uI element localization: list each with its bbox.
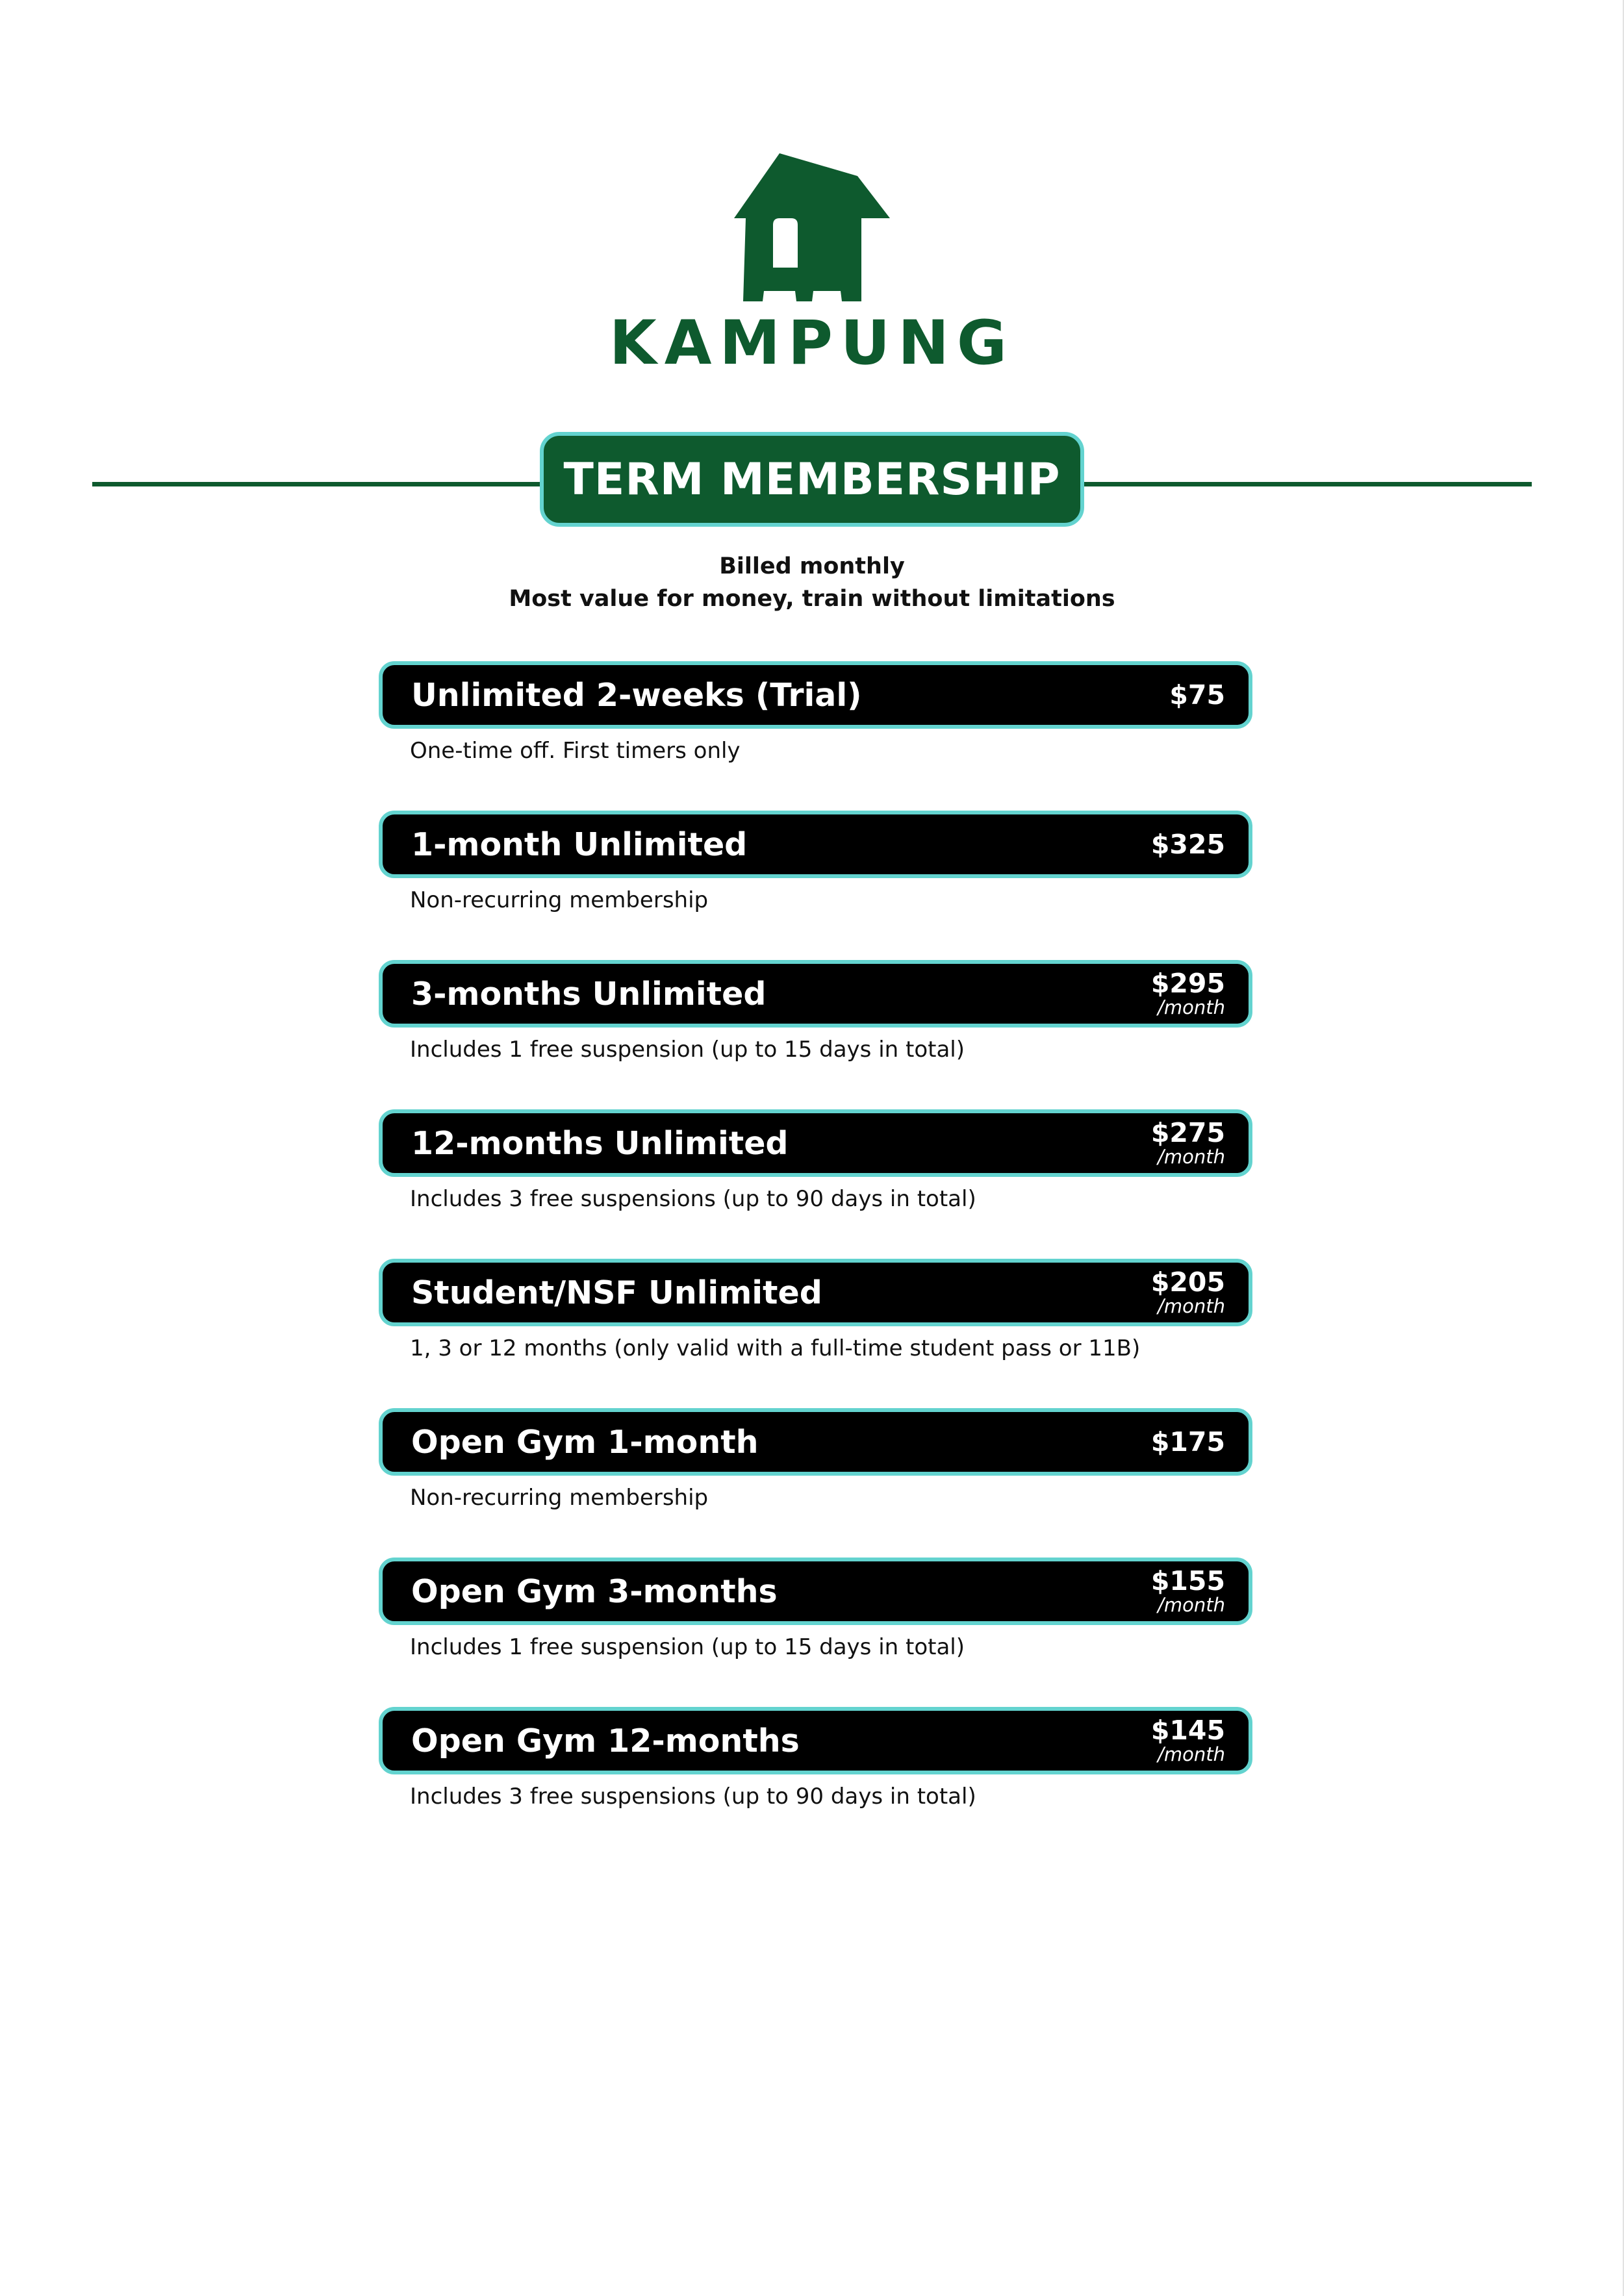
- plan-name: Student/NSF Unlimited: [411, 1274, 822, 1311]
- plan-item: [379, 1109, 1252, 1259]
- plan-item: [379, 1259, 1252, 1408]
- plan-description: Includes 1 free suspension (up to 15 days in total): [410, 1634, 965, 1660]
- plan-name: Open Gym 12-months: [411, 1722, 800, 1760]
- plan-description: 1, 3 or 12 months (only valid with a full-time student pass or 11B): [410, 1335, 1141, 1361]
- plan-price: $325: [1150, 828, 1225, 860]
- plan-item: [379, 811, 1252, 960]
- billing-note: Billed monthly: [719, 553, 905, 579]
- plan-bar: [379, 1558, 1252, 1625]
- price-period: /month: [1158, 1295, 1225, 1317]
- plan-bar: [379, 1707, 1252, 1774]
- plan-description: One-time off. First timers only: [410, 738, 741, 764]
- price-period: /month: [1158, 1594, 1225, 1616]
- plan-bar: [379, 811, 1252, 878]
- plan-name: Unlimited 2-weeks (Trial): [411, 676, 862, 714]
- plan-item: [379, 1408, 1252, 1558]
- price-block: [1151, 1269, 1225, 1316]
- plan-price: $205: [1150, 1267, 1225, 1298]
- plan-description: Includes 1 free suspension (up to 15 days in total): [410, 1037, 965, 1063]
- plan-name: 3-months Unlimited: [411, 975, 767, 1013]
- price-block: [1169, 679, 1225, 711]
- plan-bar: [379, 1259, 1252, 1326]
- price-period: /month: [1158, 1146, 1225, 1168]
- plan-bar: [379, 661, 1252, 729]
- brand-name: KAMPUNG: [609, 308, 1015, 379]
- plan-item: [379, 1707, 1252, 1856]
- plan-price: $145: [1150, 1715, 1225, 1746]
- plan-name: Open Gym 3-months: [411, 1572, 778, 1610]
- plan-item: [379, 1558, 1252, 1707]
- plan-item: [379, 960, 1252, 1109]
- plan-price: $295: [1150, 968, 1225, 999]
- divider-right: [1080, 482, 1532, 486]
- plan-name: 12-months Unlimited: [411, 1124, 789, 1162]
- plan-price: $75: [1169, 679, 1225, 711]
- plan-price: $155: [1150, 1565, 1225, 1596]
- price-block: [1151, 1717, 1225, 1764]
- plan-description: Non-recurring membership: [410, 887, 709, 913]
- plan-list: [379, 661, 1252, 1856]
- plan-price: $175: [1150, 1426, 1225, 1457]
- price-period: /month: [1158, 1743, 1225, 1765]
- plan-bar: [379, 960, 1252, 1028]
- price-period: /month: [1158, 996, 1225, 1018]
- price-block: [1151, 970, 1225, 1017]
- plan-price: $275: [1150, 1117, 1225, 1148]
- hut-icon: [734, 153, 890, 303]
- plan-bar: [379, 1408, 1252, 1476]
- plan-name: 1-month Unlimited: [411, 826, 748, 863]
- price-block: [1150, 1117, 1225, 1168]
- brand-logo: [0, 153, 1624, 379]
- price-block: [1150, 828, 1225, 860]
- plan-description: Includes 3 free suspensions (up to 90 days in total): [410, 1186, 976, 1212]
- value-note: Most value for money, train without limitations: [509, 586, 1115, 612]
- plan-description: Includes 3 free suspensions (up to 90 days in total): [410, 1784, 976, 1810]
- divider-left: [92, 482, 544, 486]
- page-title: TERM MEMBERSHIP: [563, 453, 1061, 505]
- plan-name: Open Gym 1-month: [411, 1423, 759, 1461]
- plan-description: Non-recurring membership: [410, 1485, 709, 1511]
- section-title-badge: [540, 432, 1084, 527]
- plan-item: [379, 661, 1252, 811]
- plan-bar: [379, 1109, 1252, 1177]
- price-block: [1150, 1426, 1225, 1457]
- price-block: [1150, 1565, 1225, 1616]
